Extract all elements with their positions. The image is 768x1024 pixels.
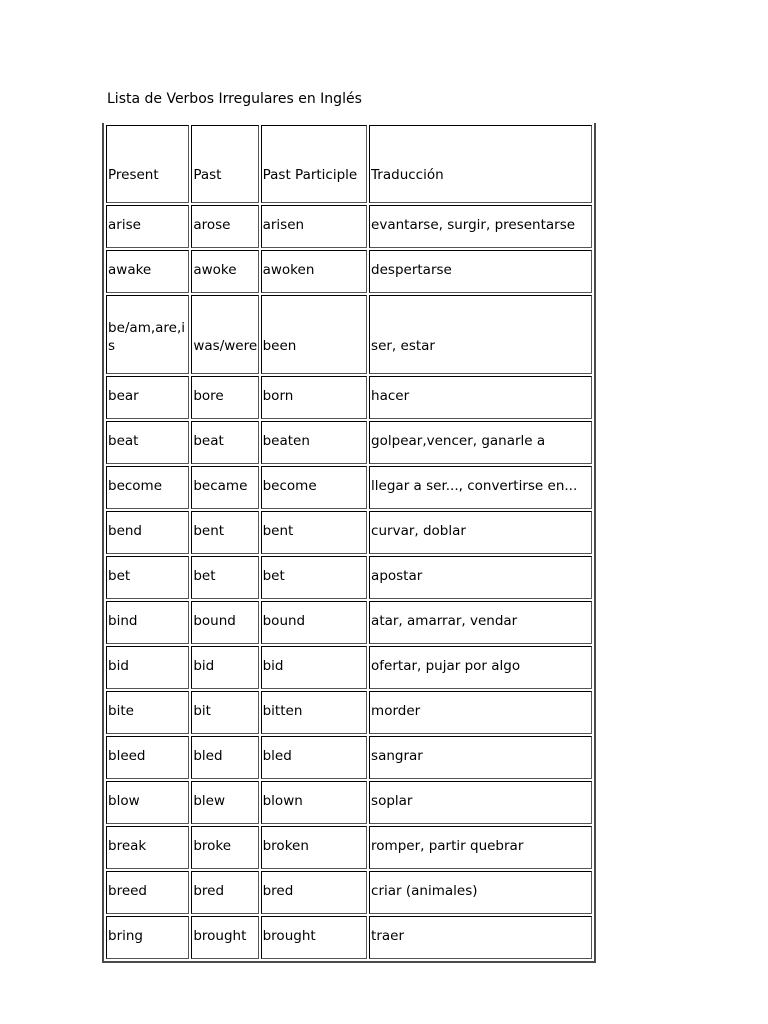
table-row — [106, 205, 592, 248]
cell-past-participle — [261, 781, 367, 824]
cell-text: awoken — [262, 261, 315, 278]
table-row — [106, 250, 592, 293]
table-row — [106, 511, 592, 554]
cell-text: bit — [193, 702, 211, 719]
cell-present — [106, 826, 189, 869]
table-row — [106, 376, 592, 419]
cell-text: breed — [108, 882, 148, 899]
cell-text: sangrar — [371, 747, 423, 764]
cell-present — [106, 421, 189, 464]
cell-past — [191, 646, 258, 689]
header-past: Past — [191, 125, 258, 203]
cell-text: bred — [262, 882, 294, 899]
cell-past — [191, 781, 258, 824]
header-traduccion: Traducción — [369, 125, 592, 203]
table-row — [106, 601, 592, 644]
cell-past-participle — [261, 421, 367, 464]
cell-past — [191, 466, 258, 509]
cell-present — [106, 250, 189, 293]
cell-text: bear — [108, 387, 139, 404]
cell-text: golpear,vencer, ganarle a — [371, 432, 546, 449]
table-row — [106, 556, 592, 599]
cell-text: bid — [193, 657, 215, 674]
cell-present — [106, 736, 189, 779]
cell-past-participle — [261, 511, 367, 554]
cell-traduccion — [369, 826, 592, 869]
cell-text: arise — [108, 216, 141, 233]
cell-text: bend — [108, 522, 143, 539]
cell-text: brought — [193, 927, 247, 944]
cell-text: broke — [193, 837, 232, 854]
cell-present — [106, 511, 189, 554]
cell-past — [191, 376, 258, 419]
cell-past-participle — [261, 691, 367, 734]
cell-present — [106, 601, 189, 644]
table-row — [106, 826, 592, 869]
cell-past-participle — [261, 601, 367, 644]
cell-past — [191, 601, 258, 644]
cell-past-participle — [261, 295, 367, 374]
header-present: Present — [106, 125, 189, 203]
cell-present — [106, 916, 189, 959]
table-row — [106, 295, 592, 374]
cell-text: criar (animales) — [371, 882, 478, 899]
irregular-verbs-table — [102, 123, 596, 963]
cell-traduccion — [369, 556, 592, 599]
cell-present — [106, 646, 189, 689]
cell-traduccion — [369, 511, 592, 554]
table-row — [106, 466, 592, 509]
cell-text: bring — [108, 927, 143, 944]
cell-present — [106, 556, 189, 599]
cell-present — [106, 205, 189, 248]
cell-past — [191, 205, 258, 248]
cell-text: become — [108, 477, 163, 494]
cell-text: break — [108, 837, 147, 854]
cell-past-participle — [261, 826, 367, 869]
cell-traduccion — [369, 916, 592, 959]
cell-text: became — [193, 477, 248, 494]
cell-traduccion — [369, 421, 592, 464]
table-row — [106, 691, 592, 734]
table-row — [106, 421, 592, 464]
cell-text: brought — [262, 927, 316, 944]
cell-past — [191, 826, 258, 869]
cell-text: ser, estar — [371, 338, 435, 354]
cell-past-participle — [261, 250, 367, 293]
cell-text: morder — [371, 702, 421, 719]
cell-text: romper, partir quebrar — [371, 837, 524, 854]
cell-text: evantarse, surgir, presentarse — [371, 216, 576, 233]
cell-present — [106, 466, 189, 509]
table-row — [106, 871, 592, 914]
cell-traduccion — [369, 295, 592, 374]
cell-text: bleed — [108, 747, 146, 764]
cell-text: curvar, doblar — [371, 522, 466, 539]
cell-text: been — [262, 338, 297, 354]
cell-traduccion — [369, 646, 592, 689]
cell-past-participle — [261, 736, 367, 779]
cell-text: blow — [108, 792, 140, 809]
cell-text: bet — [262, 567, 285, 584]
cell-past-participle — [261, 916, 367, 959]
cell-present — [106, 295, 189, 374]
cell-text: bent — [193, 522, 225, 539]
cell-text: arisen — [262, 216, 305, 233]
cell-text: bent — [262, 522, 294, 539]
cell-text: become — [262, 477, 317, 494]
cell-text: bound — [193, 612, 236, 629]
cell-present — [106, 691, 189, 734]
cell-text: bet — [193, 567, 216, 584]
cell-text: ofertar, pujar por algo — [371, 657, 521, 674]
cell-text: apostar — [371, 567, 423, 584]
cell-text: bite — [108, 702, 134, 719]
cell-traduccion — [369, 871, 592, 914]
cell-traduccion — [369, 205, 592, 248]
cell-past — [191, 421, 258, 464]
cell-traduccion — [369, 466, 592, 509]
cell-text: hacer — [371, 387, 410, 404]
cell-text: bled — [262, 747, 292, 764]
cell-text: bound — [262, 612, 306, 629]
cell-traduccion — [369, 376, 592, 419]
cell-text: beaten — [262, 432, 310, 449]
page-title: Lista de Verbos Irregulares en Inglés — [107, 91, 362, 107]
table-row — [106, 646, 592, 689]
cell-past — [191, 295, 258, 374]
cell-text: was/were — [193, 338, 258, 354]
cell-past — [191, 916, 258, 959]
cell-past-participle — [261, 466, 367, 509]
cell-past — [191, 250, 258, 293]
cell-past-participle — [261, 205, 367, 248]
cell-present — [106, 781, 189, 824]
cell-traduccion — [369, 691, 592, 734]
header-past-participle: Past Participle — [261, 125, 367, 203]
cell-text: bled — [193, 747, 223, 764]
cell-present — [106, 871, 189, 914]
cell-present — [106, 376, 189, 419]
cell-past — [191, 736, 258, 779]
cell-traduccion — [369, 736, 592, 779]
cell-past-participle — [261, 556, 367, 599]
cell-text: atar, amarrar, vendar — [371, 612, 518, 629]
cell-past — [191, 871, 258, 914]
cell-traduccion — [369, 250, 592, 293]
cell-text: broken — [262, 837, 309, 854]
cell-text: bid — [108, 657, 129, 674]
cell-text: awoke — [193, 261, 237, 278]
cell-past-participle — [261, 376, 367, 419]
cell-text: bore — [193, 387, 224, 404]
cell-text: bred — [193, 882, 225, 899]
cell-text: blown — [262, 792, 303, 809]
cell-past — [191, 556, 258, 599]
cell-traduccion — [369, 781, 592, 824]
cell-traduccion — [369, 601, 592, 644]
cell-text: born — [262, 387, 294, 404]
cell-past-participle — [261, 646, 367, 689]
cell-text: bet — [108, 567, 131, 584]
cell-text: llegar a ser..., convertirse en... — [371, 477, 578, 494]
table-row — [106, 736, 592, 779]
table-row — [106, 916, 592, 959]
cell-past-participle — [261, 871, 367, 914]
cell-text: awake — [108, 261, 152, 278]
cell-past — [191, 511, 258, 554]
cell-text: arose — [193, 216, 231, 233]
cell-text: traer — [371, 927, 405, 944]
cell-text: bind — [108, 612, 138, 629]
table-header-row — [106, 125, 592, 203]
cell-text: beat — [193, 432, 224, 449]
cell-text: be/am,are,is — [108, 320, 186, 354]
cell-past — [191, 691, 258, 734]
cell-text: bid — [262, 657, 284, 674]
cell-text: despertarse — [371, 261, 452, 278]
cell-text: beat — [108, 432, 139, 449]
cell-text: soplar — [371, 792, 413, 809]
table-row — [106, 781, 592, 824]
cell-text: bitten — [262, 702, 303, 719]
cell-text: blew — [193, 792, 226, 809]
